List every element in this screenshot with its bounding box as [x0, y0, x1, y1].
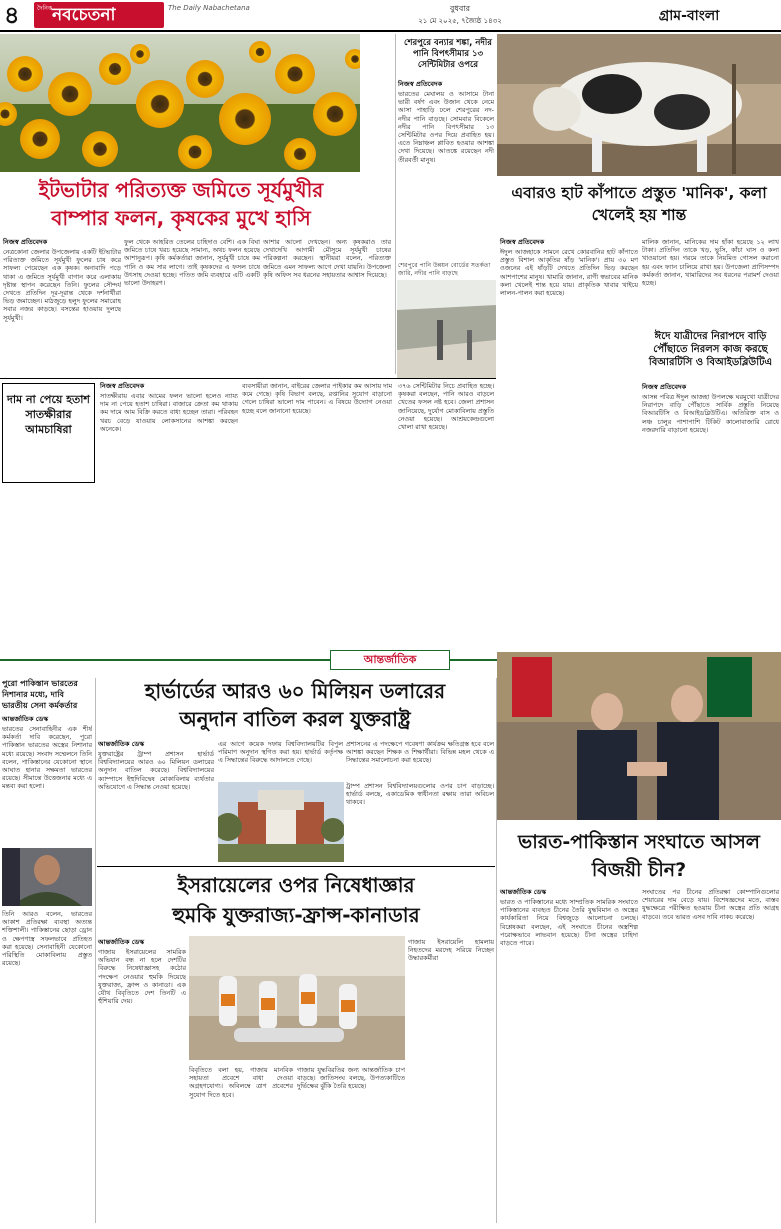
china-byline: আন্তর্জাতিক ডেস্ক [500, 888, 547, 896]
israel-col3: গাজায় যুদ্ধবিরতির জন্য আন্তর্জাতিক চাপ বাড়ছে। জাতিসংঘ বলছে, উপত্যকাটিতে দুর্ভিক্ষের ঝুঁকি তৈরি হয়েছে। [297, 1066, 405, 1091]
cow-photo [497, 34, 781, 176]
price-byline: নিজস্ব প্রতিবেদক [100, 382, 145, 390]
paper-tagline: The Daily Nabachetana [168, 4, 250, 12]
masthead-day: বুধবার [449, 4, 471, 13]
pak-headline: পুরো পাকিস্তান ভারতের নিশানার মধ্যে, দাবি ভারতীয় সেনা কর্মকর্তার [2, 679, 78, 710]
harvard-col4: ট্রাম্প প্রশাসন বিশ্ববিদ্যালয়গুলোর ওপর চাপ বাড়াচ্ছে। হার্ভার্ড বলছে, একাডেমিক স্বাধীনতা রক্ষায় তারা অবিচল থাকবে। [346, 782, 494, 807]
price-headline: দাম না পেয়ে হতাশ সাতক্ষীরার আমচাষিরা [7, 393, 90, 436]
eid-body: আসন্ন পবিত্র ঈদুল আজহা উপলক্ষে ঘরমুখো যাত্রীদের নিরাপদে বাড়ি পৌঁছাতে সার্বিক প্রস্তুতি নিয়েছে বিআরটিসি ও বিআইডব্লিউটিএ। অতিরিক্ত বাস ও লঞ্চ চালুর পাশাপাশি টিকিট কালোবাজারি রোধে নজরদারি বাড়ানো হয়েছে। [642, 393, 779, 434]
harvard-headline-line2: অনুদান বাতিল করল যুক্তরাষ্ট্র [179, 707, 411, 731]
leaders-photo [497, 652, 781, 820]
harvard-photo [218, 782, 344, 862]
israel-byline: আন্তর্জাতিক ডেস্ক [98, 938, 145, 946]
river-photo [397, 280, 496, 378]
flood-body2: ৩৭৬ সেন্টিমিটার নিচে প্রবাহিত হচ্ছে। কৃষকরা বলছেন, পানি আরও বাড়লে খেতের ফসল নষ্ট হবে। জেলা প্রশাসন জানিয়েছে, দুর্যোগ মোকাবিলায় প্রস্তুতি নেওয়া হয়েছে। আশ্রয়কেন্দ্রগুলো খোলা রাখা হয়েছে। [398, 382, 494, 432]
flood-body: ভারতের মেঘালয় ও আসামে টানা ভারী বর্ষণ এবং উজান থেকে নেমে আসা পাহাড়ি ঢলে শেরপুরের নদ-নদীর পানি বাড়ছে। সোমবার বিকেলে নদীর পানি বিপৎসীমার ১৩ সেন্টিমিটার ওপর দিয়ে প্রবাহিত হয়। এতে নিম্নাঞ্চল প্লাবিত হওয়ার আশঙ্কা দেখা দিয়েছে। আতঙ্কে রয়েছেন নদী তীরবর্তী মানুষ। [398, 90, 494, 164]
sunflower-headline-line2: বাম্পার ফলন, কৃষকের মুখে হাসি [51, 206, 311, 230]
paper-logo [34, 2, 164, 28]
flood-byline: নিজস্ব প্রতিবেদক [398, 80, 443, 88]
masthead-date: ২১ মে ২০২৫, ৭জ্যৈষ্ঠ ১৪৩২ [418, 17, 502, 25]
price-box [2, 383, 95, 483]
sunflower-headline-line1: ইটভাটার পরিত্যক্ত জমিতে সূর্যমুখীর [38, 178, 324, 202]
masthead [0, 0, 781, 30]
paper-logo-name: নবচেতনা [52, 5, 116, 25]
page-number: ৪ [4, 1, 20, 29]
flood-headline: শেরপুরে বন্যার শঙ্কা, নদীর পানি বিপৎসীমার ১৩ সেন্টিমিটার ওপরে [404, 38, 492, 70]
israel-headline-line1: ইসরায়েলের ওপর নিষেধাজ্ঞার [177, 873, 415, 897]
paper-logo-small: দৈনিক [37, 5, 53, 12]
manik-col1: ঈদুল আজহাকে সামনে রেখে কোরবানির হাট কাঁপাতে প্রস্তুত বিশাল আকৃতির ষাঁড় 'মানিক'। প্রায় ৩০ মণ ওজনের এই ষাঁড়টি দেখতে প্রতিদিন ভিড় করছেন আশপাশের মানুষ। খামারি জানান, রাগী স্বভাবের মানিক কলা খেলেই শান্ত হয়ে যায়। প্রাকৃতিক খাবার খাইয়ে লালন-পালন করা হয়েছে। [500, 248, 638, 298]
officer-photo [2, 848, 92, 906]
gaza-photo [189, 936, 405, 1060]
harvard-byline: আন্তর্জাতিক ডেস্ক [98, 740, 145, 748]
israel-col1: গাজায় ইসরায়েলের সামরিক অভিযান বন্ধ না হলে দেশটির বিরুদ্ধে নিষেধাজ্ঞাসহ কঠোর পদক্ষেপ নেওয়ার হুমকি দিয়েছে যুক্তরাজ্য, ফ্রান্স ও কানাডা। এক যৌথ বিবৃতিতে দেশ তিনটি এ হুঁশিয়ারি দেয়। [98, 948, 186, 1006]
sunflower-photo [0, 34, 360, 172]
section-title: গ্রাম-বাংলা [658, 8, 720, 24]
sunflower-col3: আশার আলো দেখছেন। অন্য কৃষকরাও তার দেখাদেখি আগামী মৌসুমে সূর্যমুখী চাষের পরিকল্পনা করছেন। স্থানীয়রা বলেন, পরিত্যক্ত জমিতে এমন সাফল্য আগে দেখা যায়নি। উপজেলা কৃষি অফিস সব ধরনের সহায়তার আশ্বাস দিয়েছে। [263, 238, 391, 279]
manik-headline: এবারও হাট কাঁপাতে প্রস্তুত 'মানিক', কলা খেলেই হয় শান্ত [511, 184, 767, 224]
sunflower-byline: নিজস্ব প্রতিবেদক [3, 238, 48, 246]
harvard-col1: যুক্তরাষ্ট্রের ট্রাম্প প্রশাসন হার্ভার্ড বিশ্ববিদ্যালয়ের আরও ৬০ মিলিয়ন ডলারের অনুদান বাতিল করেছে। বিশ্ববিদ্যালয়ের ক্যাম্পাসে ইহুদিবিদ্বেষ মোকাবিলায় ব্যর্থতার অভিযোগে এ সিদ্ধান্ত নেওয়া হয়েছে। [98, 750, 214, 791]
manik-col2: মালিক জানান, মানিকের দাম হাঁকা হয়েছে ১২ লাখ টাকা। প্রতিদিন তাকে খড়, ভুসি, কাঁচা ঘাস ও কলা খাওয়ানো হয়। গরমে তাকে নিয়মিত গোসল করানো হয় এবং ফ্যান চালিয়ে রাখা হয়। উপজেলা প্রাণিসম্পদ কর্মকর্তা জানান, খামারিদের সব ধরনের পরামর্শ দেওয়া হচ্ছে। [642, 238, 779, 288]
flood-caption: শেরপুরে পানি উন্নয়ন বোর্ডের সতর্কতা জারি, নদীর পানি বাড়ছে [398, 262, 491, 277]
eid-headline: ঈদে যাত্রীদের নিরাপদে বাড়ি পৌঁছাতে নিরলস কাজ করছে বিআরটিসি ও বিআইডব্লিউটিএ [648, 331, 773, 368]
china-col2: সংঘাতের পর চীনের প্রতিরক্ষা কোম্পানিগুলোর শেয়ারের দাম বেড়ে যায়। বিশেষজ্ঞদের মতে, বাস্তব যুদ্ধক্ষেত্রে পরীক্ষিত হওয়ায় চীনা অস্ত্রের প্রতি আগ্রহ বাড়বে। তবে ভারত এসব দাবি নাকচ করেছে। [642, 888, 779, 921]
price-col1: সাতক্ষীরায় এবার আমের ফলন ভালো হলেও ন্যায্য দাম না পেয়ে হতাশ চাষিরা। বাজারে ক্রেতা কম থাকায় কম দামে আম বিক্রি করতে বাধ্য হচ্ছেন তারা। পরিবহন খরচ বেড়ে যাওয়ায় লোকসানের আশঙ্কা করছেন অনেকে। [100, 392, 238, 433]
eid-byline: নিজস্ব প্রতিবেদক [642, 383, 687, 391]
pak-body: ভারতের সেনাবাহিনীর এক শীর্ষ কর্মকর্তা দাবি করেছেন, পুরো পাকিস্তান ভারতের অস্ত্রের নিশানার মধ্যে রয়েছে। সংবাদ সম্মেলনে তিনি বলেন, পাকিস্তানের যেকোনো স্থানে আঘাত হানার সক্ষমতা ভারতের রয়েছে। সীমান্তে উত্তেজনার মধ্যে এ মন্তব্য করা হলো। [2, 725, 92, 791]
israel-headline-line2: হুমকি যুক্তরাজ্য-ফ্রান্স-কানাডার [172, 903, 420, 927]
sunflower-col1: নেত্রকোনা জেলার উপজেলায় একটি ইটভাটার পরিত্যক্ত জমিতে সূর্যমুখী ফুলের চাষ করে সাফল্য পেয়েছেন এক কৃষক। অনাবাদি পড়ে থাকা এ জমিতে সূর্যমুখী বাগান করে এলাকায় দৃষ্টান্ত স্থাপন করেছেন তিনি। ফুলের সৌন্দর্য দেখতে প্রতিদিন দূর-দূরান্ত থেকে দর্শনার্থীরা ভিড় জমাচ্ছেন। মাঠজুড়ে হলুদ ফুলের সমারোহ সবার নজর কাড়ছে। বসন্তের হাওয়ায় দুলছে সূর্যমুখী। [3, 248, 121, 322]
pak-body2: তিনি আরও বলেন, ভারতের আকাশ প্রতিরক্ষা ব্যবস্থা অত্যন্ত শক্তিশালী। পাকিস্তানের ছোড়া ড্রোন ও ক্ষেপণাস্ত্র সফলভাবে প্রতিহত করা হয়েছে। সেনাবাহিনী যেকোনো পরিস্থিতি মোকাবিলায় প্রস্তুত রয়েছে। [2, 910, 92, 968]
china-headline: ভারত-পাকিস্তান সংঘাতে আসল বিজয়ী চীন? [518, 831, 760, 881]
international-label: আন্তর্জাতিক [330, 650, 450, 670]
manik-byline: নিজস্ব প্রতিবেদক [500, 238, 545, 246]
harvard-col2: এর আগে কয়েক দফায় বিশ্ববিদ্যালয়টির বিপুল পরিমাণ অনুদান স্থগিত করা হয়। হার্ভার্ড কর্তৃপক্ষ এ সিদ্ধান্তের বিরুদ্ধে আদালতে গেছে। [218, 740, 343, 765]
israel-col4: গাজায় ইসরায়েলি হামলায় নিহতদের মরদেহ সরিয়ে নিচ্ছেন উদ্ধারকর্মীরা [408, 938, 494, 963]
price-col2: ব্যবসায়ীরা জানান, বাইরের জেলার পাইকার কম আসায় দাম কমে গেছে। কৃষি বিভাগ বলছে, রপ্তানির সুযোগ বাড়ানো গেলে চাষিরা ভালো দাম পাবেন। এ বিষয়ে উদ্যোগ নেওয়া হচ্ছে বলে জানানো হয়েছে। [242, 382, 392, 415]
china-col1: ভারত ও পাকিস্তানের মধ্যে সাম্প্রতিক সামরিক সংঘাতে পাকিস্তানের ব্যবহৃত চীনের তৈরি যুদ্ধবিমান ও অস্ত্রের কার্যকারিতা নিয়ে বিশ্বজুড়ে আলোচনা চলছে। বিশ্লেষকরা বলছেন, এই সংঘাতে চীনের অস্ত্রশিল্প পরোক্ষভাবে লাভবান হয়েছে। চীনা অস্ত্রের চাহিদা বাড়তে পারে। [500, 898, 638, 948]
israel-col2: বিবৃতিতে বলা হয়, গাজায় মানবিক সহায়তা প্রবেশে বাধা দেওয়া অগ্রহণযোগ্য। অবিলম্বে ত্রাণ প্রবেশের সুযোগ দিতে হবে। [189, 1066, 293, 1099]
harvard-headline-line1: হার্ভার্ডের আরও ৬০ মিলিয়ন ডলারের [144, 679, 446, 703]
sunflower-col2: ফুল থেকে আহরিত তেলের চাহিদাও বেশি। এক বিঘা জমিতে চাষে খরচ হয়েছে সামান্য, অথচ ফলন হয়েছে আশানুরূপ। কৃষি কর্মকর্তারা জানান, সূর্যমুখী চাষে কম পানি ও কম সার লাগে। তাই কৃষকদের এ ফসল চাষে উৎসাহ দেওয়া হচ্ছে। পতিত জমি ব্যবহারে এটি একটি ভালো উদাহরণ। [124, 238, 260, 288]
pak-byline: আন্তর্জাতিক ডেস্ক [2, 715, 49, 723]
harvard-col3: প্রশাসনের এ পদক্ষেপে গবেষণা কার্যক্রম ক্ষতিগ্রস্ত হবে বলে আশঙ্কা করছেন শিক্ষক ও শিক্ষার্থীরা। বিভিন্ন মহল থেকে এ সিদ্ধান্তের সমালোচনা করা হয়েছে। [346, 740, 494, 765]
